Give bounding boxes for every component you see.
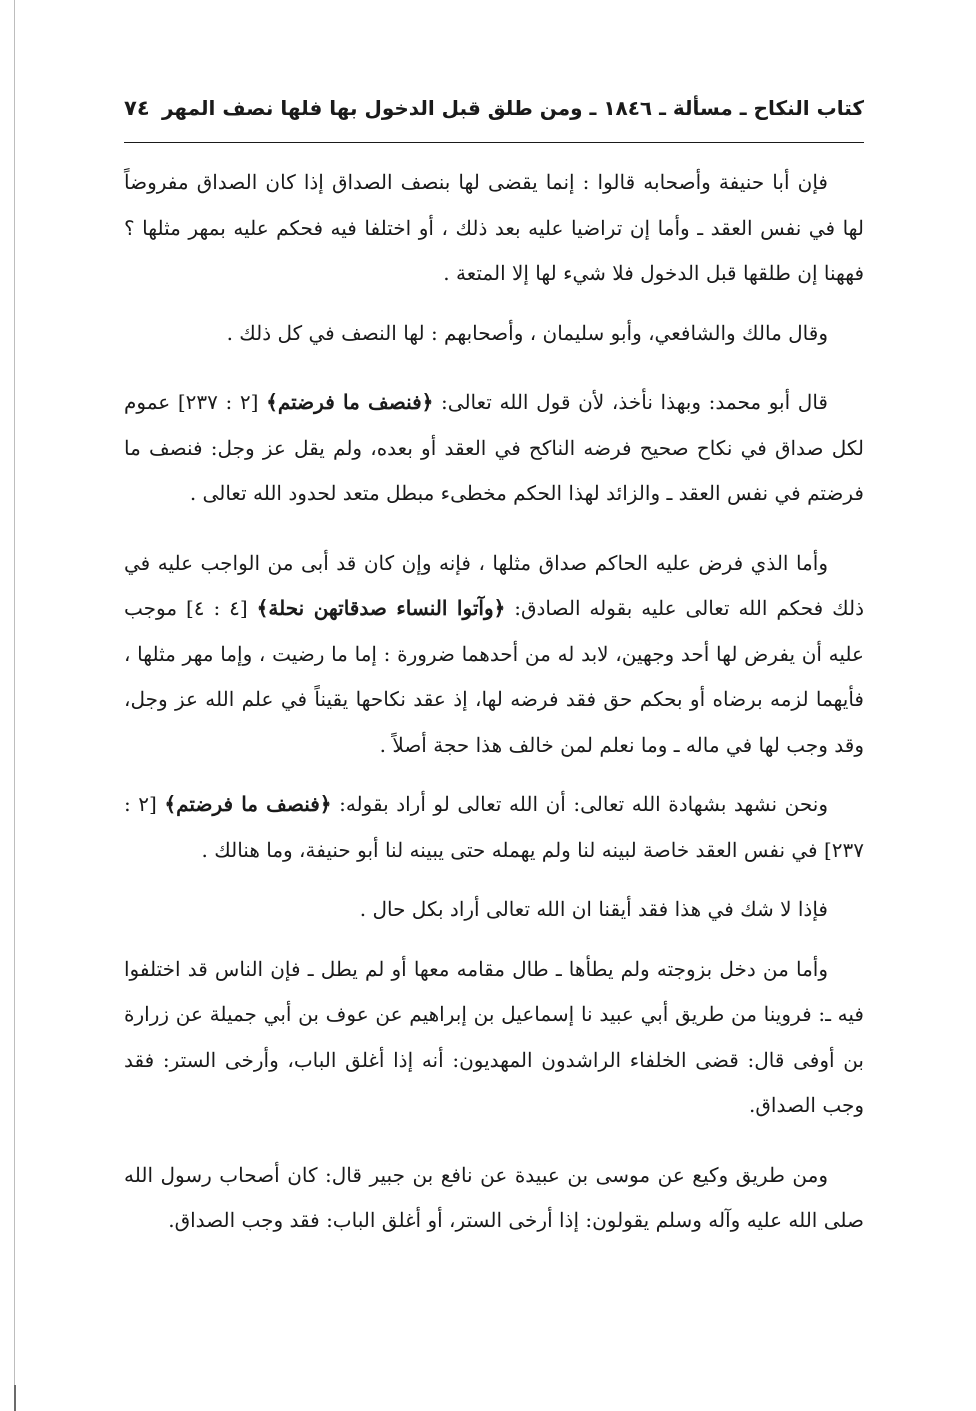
paragraph-text: [٤ : ٤] موجب عليه أن يفرض لها أحد وجهين، لابد له من أحدهما ضرورة : إما ما رضيت ، وإما مهر مثلها ، فأيهما لزمه برضاه أو بحكم حق فقد فرضه لها، إذ عقد نكاحها يقيناً في علم الله عز وجل، وقد وجب لها في ماله ـ وما نعلم لمن خالف هذا حجة أصلاً . [124, 596, 864, 757]
paragraph [124, 541, 864, 769]
paragraph-text: وأما الذي فرض عليه الحاكم صداق مثلها ، فإنه وإن كان قد أبى من الواجب عليه في ذلك فحكم الله تعالى عليه بقوله الصادق: [124, 550, 864, 620]
page-body [124, 160, 864, 1258]
paragraph: وأما من دخل بزوجته ولم يطأها ـ طال مقامه معها أو لم يطل ـ فإن الناس قد اختلفوا فيه ـ: فروينا من طريق أبي عبيد نا إسماعيل بن إبراهيم عن عوف بن أبي جميلة عن زرارة بن أوفى قال: قضى الخلفاء الراشدون المهديون: أنه إذا أغلق الباب، وأرخى الستر: فقد وجب الصداق. [124, 956, 864, 1117]
running-head: كتاب النكاح ـ مسألة ـ ١٨٤٦ ـ ومن طلق قبل الدخول بها فلها نصف المهر [161, 96, 864, 120]
paragraph: فإذا لا شك في هذا فقد أيقنا ان الله تعالى أراد بكل حال . [359, 897, 828, 921]
paragraph [124, 782, 864, 873]
scan-edge-mark [14, 1385, 16, 1411]
paragraph-text: ونحن نشهد بشهادة الله تعالى: أن الله تعالى لو أراد بقوله: [331, 792, 828, 816]
paragraph-text: [٢ : ٢٣٧] عموم لكل صداق في نكاح صحيح فرضه الناكح في العقد أو بعده، ولم يقل عز وجل: فنصف ما فرضتم في نفس العقد ـ والزائد لهذا الحكم مخطىء مبطل متعد لحدود الله تعالى . [124, 390, 864, 505]
page-number: ٧٤ [124, 96, 150, 120]
paragraph: فإن أبا حنيفة وأصحابه قالوا : إنما يقضى لها بنصف الصداق إذا كان الصداق مفروضاً لها في نفس العقد ـ وأما إن تراضيا عليه بعد ذلك ، أو اختلفا فيه فحكم عليه بمهر مثلها ؟ فههنا إن طلقها قبل الدخول فلا شيء لها إلا المتعة . [124, 170, 864, 285]
paragraph-text: [٢ : ٢٣٧] في نفس العقد خاصة لبينه لنا ولم يهمله حتى يبينه لنا أبو حنيفة، وما هنالك . [124, 792, 864, 862]
paragraph-text: قال أبو محمد: وبهذا نأخذ، لأن قول الله تعالى: [433, 390, 828, 414]
paragraph: ومن طريق وكيع عن موسى بن عبيدة عن نافع بن جبير قال: كان أصحاب رسول الله صلى الله عليه وآله وسلم يقولون: إذا أرخى الستر، أو أغلق الباب: فقد وجب الصداق. [124, 1162, 864, 1232]
header-rule [124, 142, 864, 143]
page-header [124, 88, 864, 128]
paragraph: وقال مالك والشافعي، وأبو سليمان ، وأصحابهم : لها النصف في كل ذلك . [226, 320, 828, 345]
quran-quote: ﴿فنصف ما فرضتم﴾ [164, 792, 332, 816]
quran-quote: ﴿وآتوا النساء صدقاتهن نحلة﴾ [256, 596, 506, 620]
paragraph [124, 380, 864, 517]
scan-edge-line [14, 0, 15, 1411]
quran-quote: ﴿فنصف ما فرضتم﴾ [266, 390, 434, 414]
